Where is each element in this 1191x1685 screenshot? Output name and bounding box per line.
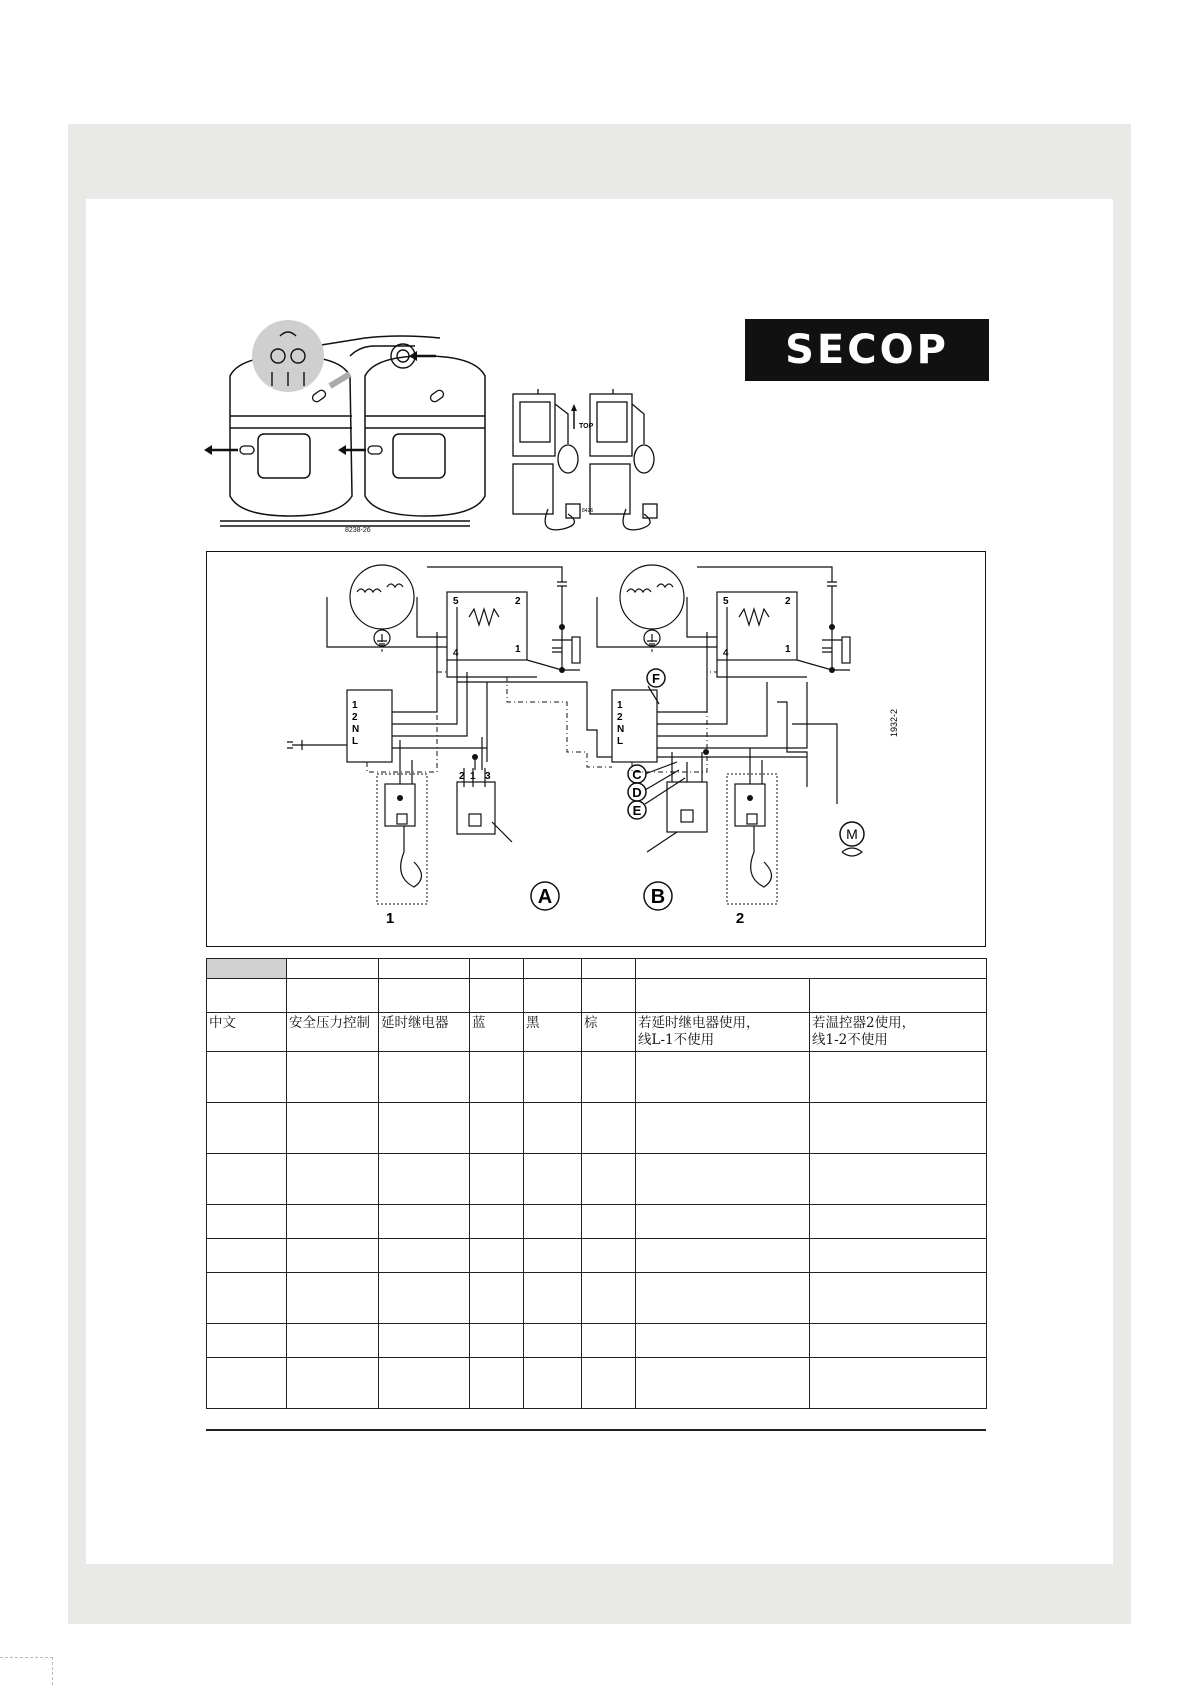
table-cell	[810, 979, 987, 1013]
flow-arrow	[330, 374, 350, 386]
table-cell	[810, 1239, 987, 1273]
table-cell	[207, 1273, 287, 1324]
table-row	[207, 1358, 987, 1409]
table-cell	[524, 1103, 582, 1154]
relay-terminal-4: 4	[453, 648, 459, 659]
table-cell	[636, 1205, 810, 1239]
callout-a: A	[537, 886, 553, 908]
table-header-row	[207, 959, 987, 979]
table-cell	[582, 1103, 636, 1154]
relay-illustration	[508, 384, 688, 539]
motor-winding-right	[620, 565, 684, 629]
table-cell	[582, 1052, 636, 1103]
table-cell	[524, 1154, 582, 1205]
callout-d: D	[632, 785, 642, 800]
table-cell	[524, 1239, 582, 1273]
table-row	[207, 1103, 987, 1154]
table-row	[207, 1154, 987, 1205]
table-row	[207, 1273, 987, 1324]
table-cell	[524, 1052, 582, 1103]
wiring-schematic	[207, 552, 987, 948]
wiring-diagram	[206, 551, 986, 947]
table-cell	[810, 1358, 987, 1409]
language-cell: 中文	[207, 1013, 287, 1052]
black-cell: 黑	[524, 1013, 582, 1052]
table-cell	[379, 1154, 470, 1205]
table-cell	[207, 1358, 287, 1409]
terminal-2-label: 2	[617, 712, 623, 723]
callout-c: C	[632, 767, 642, 782]
table-cell	[379, 1205, 470, 1239]
schematic-figure-id: 1932-2	[889, 708, 899, 737]
table-row	[207, 1052, 987, 1103]
table-cell	[524, 1324, 582, 1358]
relay-terminal-5: 5	[723, 596, 729, 607]
table-cell	[470, 1324, 524, 1358]
table-cell	[810, 1103, 987, 1154]
table-cell	[636, 979, 810, 1013]
table-cell	[524, 1358, 582, 1409]
table-cell	[582, 1154, 636, 1205]
table-cell	[810, 1324, 987, 1358]
callout-e: E	[632, 803, 642, 818]
terminal-1-label: 1	[352, 700, 358, 711]
table-cell	[636, 1103, 810, 1154]
device-a-terminal-3: 3	[485, 771, 491, 782]
terminal-2-label: 2	[352, 712, 358, 723]
table-cell	[207, 1324, 287, 1358]
table-cell	[207, 1103, 287, 1154]
table-cell	[524, 1205, 582, 1239]
table-cell	[810, 1154, 987, 1205]
terminal-l-label: L	[352, 736, 359, 747]
blue-cell: 蓝	[470, 1013, 524, 1052]
table-cell	[582, 1324, 636, 1358]
table-cell	[582, 1358, 636, 1409]
table-cell	[207, 1205, 287, 1239]
terminal-n-label: N	[617, 724, 625, 735]
table-cell	[636, 1324, 810, 1358]
fan-blade-icon	[842, 848, 862, 856]
note-thermostat-cell: 若温控器2使用， 线1-2不使用	[810, 1013, 987, 1052]
table-cell	[470, 1205, 524, 1239]
callout-f: F	[652, 671, 660, 686]
relay-terminal-1: 1	[785, 644, 791, 655]
table-cell	[810, 1205, 987, 1239]
table-cell	[636, 1052, 810, 1103]
table-row	[207, 1205, 987, 1239]
terminal-1-label: 1	[617, 700, 623, 711]
time-delay-relay-cell: 延时继电器	[379, 1013, 470, 1052]
table-cell	[470, 1103, 524, 1154]
table-cell	[810, 1052, 987, 1103]
relay-terminal-4: 4	[723, 648, 729, 659]
thermostat-1-label: 1	[385, 910, 395, 927]
table-cell	[379, 1103, 470, 1154]
table-cell	[287, 1154, 379, 1205]
callout-b: B	[650, 886, 666, 908]
table-cell	[470, 1052, 524, 1103]
table-cell	[470, 1154, 524, 1205]
table-cell	[470, 1273, 524, 1324]
legend-table	[206, 958, 987, 1409]
table-cell	[207, 959, 287, 979]
relay-terminal-5: 5	[453, 596, 459, 607]
table-cell	[287, 1239, 379, 1273]
thermostat-2-switch	[735, 784, 765, 826]
motor-label: M	[846, 826, 858, 842]
terminal-l-label: L	[617, 736, 624, 747]
note-delay-cell: 若延时继电器使用， 线L-1不使用	[636, 1013, 810, 1052]
table-cell	[582, 979, 636, 1013]
device-a-terminal-1: 1	[470, 771, 476, 782]
table-cell	[207, 1154, 287, 1205]
table-cell	[287, 979, 379, 1013]
table-cell	[379, 1052, 470, 1103]
compressor-drawing	[200, 316, 490, 536]
table-cell	[207, 979, 287, 1013]
table-cell	[379, 1273, 470, 1324]
table-row-chinese	[207, 1013, 987, 1052]
table-cell	[287, 1205, 379, 1239]
table-cell	[636, 1239, 810, 1273]
table-row	[207, 1324, 987, 1358]
table-cell	[636, 959, 987, 979]
table-cell	[470, 959, 524, 979]
thermostat-1-switch	[385, 784, 415, 826]
table-cell	[524, 959, 582, 979]
relay-top-label: TOP	[579, 423, 594, 430]
table-cell	[379, 1324, 470, 1358]
table-row	[207, 1239, 987, 1273]
safety-pressure-cell: 安全压力控制	[287, 1013, 379, 1052]
brand-logo	[745, 319, 989, 381]
table-cell	[287, 1324, 379, 1358]
device-b-relay	[667, 782, 707, 832]
relay-drawing	[508, 384, 688, 539]
table-cell	[582, 1239, 636, 1273]
table-cell	[379, 959, 470, 979]
thermostat-2-label: 2	[735, 910, 745, 927]
relay-terminal-1: 1	[515, 644, 521, 655]
table-cell	[207, 1052, 287, 1103]
bottom-rule	[206, 1429, 986, 1431]
table-cell	[470, 1358, 524, 1409]
table-cell	[379, 979, 470, 1013]
device-a-terminal-2: 2	[459, 771, 465, 782]
table-cell	[524, 979, 582, 1013]
table-cell	[379, 1239, 470, 1273]
relay-terminal-2: 2	[785, 596, 791, 607]
table-cell	[470, 1239, 524, 1273]
table-cell	[636, 1273, 810, 1324]
table-cell	[379, 1358, 470, 1409]
brand-logo-text: SECOP	[785, 327, 949, 373]
table-cell	[636, 1154, 810, 1205]
relay-terminal-2: 2	[515, 596, 521, 607]
table-cell	[207, 1239, 287, 1273]
table-cell	[810, 1273, 987, 1324]
table-cell	[287, 1052, 379, 1103]
terminal-n-label: N	[352, 724, 360, 735]
crop-mark	[0, 1657, 53, 1685]
table-cell	[287, 959, 379, 979]
table-row	[207, 979, 987, 1013]
compressor-illustration	[200, 316, 490, 536]
brown-cell: 棕	[582, 1013, 636, 1052]
motor-winding-left	[350, 565, 414, 629]
table-cell	[524, 1273, 582, 1324]
compressor-figure-id: 8238-26	[345, 527, 371, 534]
table-cell	[582, 959, 636, 979]
table-cell	[287, 1103, 379, 1154]
table-cell	[636, 1358, 810, 1409]
table-cell	[287, 1273, 379, 1324]
table-cell	[287, 1358, 379, 1409]
table-cell	[470, 979, 524, 1013]
table-cell	[582, 1273, 636, 1324]
table-cell	[582, 1205, 636, 1239]
relay-figure-id: 8426	[582, 508, 594, 514]
